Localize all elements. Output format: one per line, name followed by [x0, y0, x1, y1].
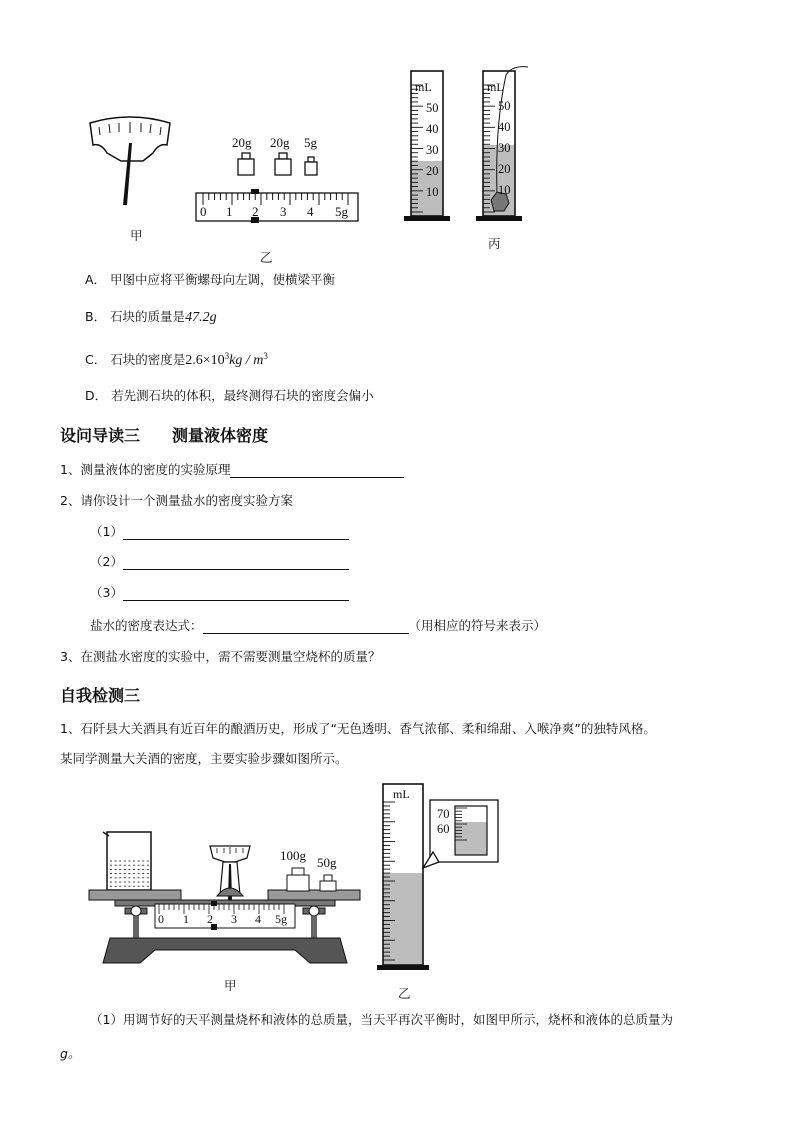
ruler-tick-label: 2	[207, 912, 213, 926]
answer-blank[interactable]	[123, 527, 349, 540]
cylinder-mark: 50	[426, 101, 439, 115]
ruler-tick-label: 4	[255, 912, 261, 926]
cylinder-mark: 20	[498, 162, 511, 176]
option-b: B． 石块的质量是47.2g	[85, 309, 217, 325]
question-1: 1、测量液体的密度的实验原理	[60, 462, 404, 478]
option-d: D． 若先测石块的体积，最终测得石块的密度会偏小	[85, 388, 374, 403]
weight-label: 100g	[280, 848, 306, 863]
zoom-mark: 70	[437, 807, 450, 821]
weight-label: 5g	[304, 135, 317, 150]
option-c: C． 石块的密度是$2.6\times 10^3kg / m^3$	[85, 351, 268, 369]
cylinder-mark: 10	[426, 185, 439, 199]
step-1: （1）	[90, 524, 349, 540]
answer-blank[interactable]	[203, 621, 409, 634]
ruler-tick-label: 0	[158, 912, 164, 926]
sub-question-1-end: g。	[60, 1046, 81, 1061]
question-3: 3、在测盐水密度的实验中，需不需要测量空烧杯的质量？	[60, 649, 381, 664]
answer-blank[interactable]	[123, 557, 349, 570]
fig2-label-yi: 乙	[398, 986, 411, 1001]
cylinder-mark: 30	[426, 143, 439, 157]
ruler-tick-label: 4	[307, 204, 314, 219]
ruler-tick-label: 0	[200, 204, 207, 219]
section-title: 设问导读三 测量液体密度	[60, 426, 269, 445]
selftest-paragraph-2: 某同学测量大关酒的密度，主要实验步骤如图所示。	[60, 751, 348, 766]
fig1-label-jia: 甲	[130, 228, 143, 243]
weight-label: 50g	[317, 855, 337, 870]
option-a: A． 甲图中应将平衡螺母向左调，使横梁平衡	[85, 272, 336, 287]
cylinder-mark: 30	[498, 141, 511, 155]
cylinder-mark: 40	[498, 120, 511, 134]
ruler-tick-label: 5g	[275, 912, 287, 926]
fig1-label-bing: 丙	[488, 236, 501, 251]
step-2: （2）	[90, 554, 349, 570]
figure-1	[80, 60, 540, 265]
density-expression: 盐水的密度表达式： （用相应的符号来表示）	[90, 618, 547, 633]
ruler-tick-label: 3	[231, 912, 237, 926]
weight-label: 20g	[270, 135, 290, 150]
cylinder-unit: mL	[415, 80, 432, 94]
cylinder-mark: 40	[426, 122, 439, 136]
weight-label: 20g	[232, 135, 252, 150]
answer-blank[interactable]	[230, 465, 404, 478]
ruler-tick-label: 1	[183, 912, 189, 926]
ruler-tick-label: 2	[252, 204, 259, 219]
ruler-tick-label: 1	[226, 204, 233, 219]
selftest-paragraph-1: 1、石阡县大关酒具有近百年的酿酒历史，形成了“无色透明、香气浓郁、柔和绵甜、入喉净爽”的独特风格。	[60, 721, 656, 736]
figure-2	[85, 780, 505, 1000]
cylinder-unit: mL	[487, 80, 504, 94]
step-3: （3）	[90, 585, 349, 601]
answer-blank[interactable]	[123, 588, 349, 601]
selftest-title: 自我检测三	[60, 686, 141, 705]
ruler-tick-label: 5g	[335, 204, 348, 219]
question-2: 2、请你设计一个测量盐水的密度实验方案	[60, 493, 293, 508]
option-b-value: 47.2g	[185, 310, 217, 325]
ruler-tick-label: 3	[280, 204, 287, 219]
fig1-label-yi: 乙	[260, 250, 273, 265]
balance-pointer-diagram	[85, 115, 175, 210]
cylinder-mark: 20	[426, 164, 439, 178]
cylinder-mark: 50	[498, 99, 511, 113]
sub-question-1: （1）用调节好的天平测量烧杯和液体的总质量，当天平再次平衡时，如图甲所示，烧杯和液体的总质量为	[90, 1012, 673, 1027]
zoom-mark: 60	[437, 822, 450, 836]
cylinder-mark: 10	[498, 183, 511, 197]
cylinder-unit: mL	[393, 787, 410, 801]
fig2-label-jia: 甲	[224, 978, 237, 993]
balance-scale-diagram	[85, 780, 365, 970]
weights-diagram	[235, 152, 325, 178]
